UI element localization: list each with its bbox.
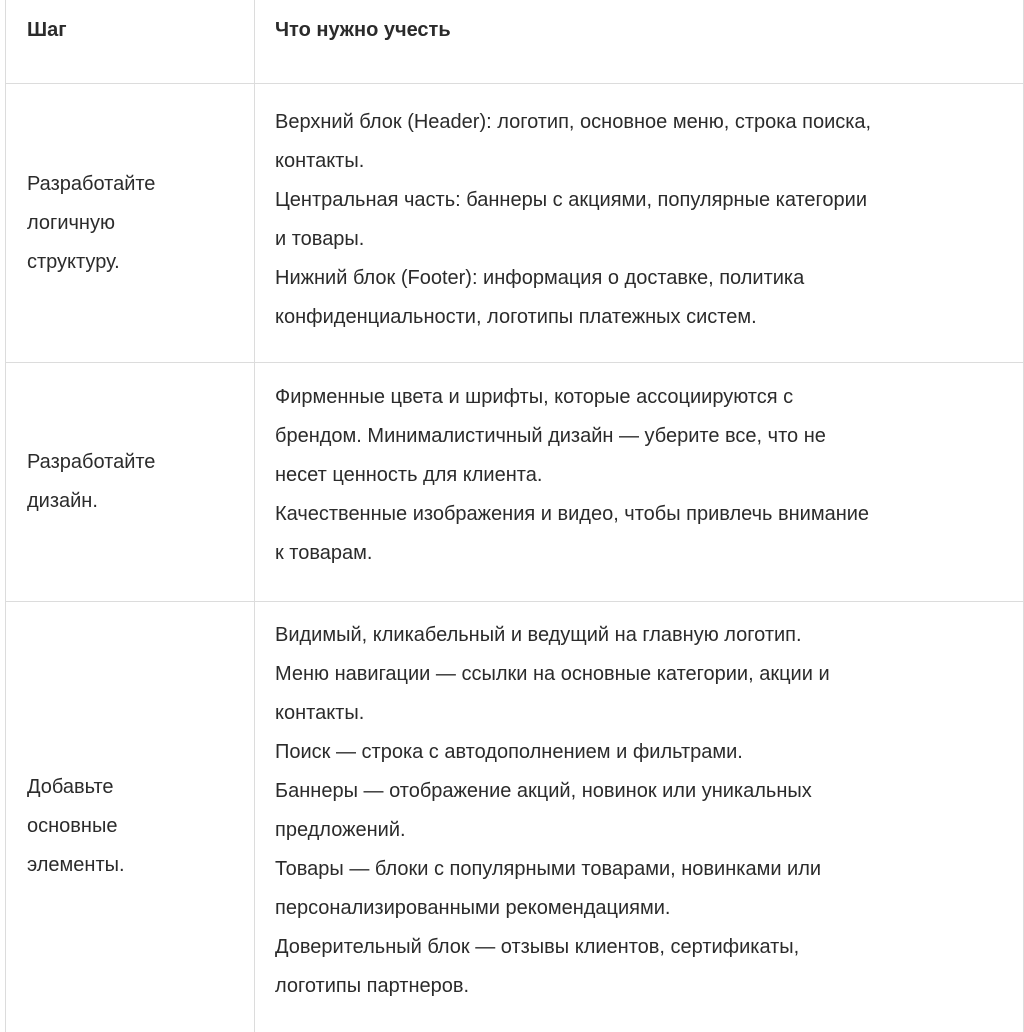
description-line: конфиденциальности, логотипы платежных систем. (275, 306, 757, 328)
table-row (6, 362, 1023, 601)
description-line: контакты. (275, 702, 365, 724)
step-line: Добавьте (27, 776, 114, 798)
description-line: предложений. (275, 819, 406, 841)
description-cell (255, 84, 1023, 362)
header-step: Шаг (6, 0, 255, 83)
step-cell (6, 602, 255, 1032)
description-line: Нижний блок (Footer): информация о доставке, политика (275, 267, 805, 289)
step-line: структуру. (27, 250, 120, 273)
step-cell (6, 363, 255, 601)
description-line: брендом. Минималистичный дизайн — уберите все, что не (275, 425, 826, 447)
description-line: Доверительный блок — отзывы клиентов, сертификаты, (275, 936, 800, 958)
description-line: Верхний блок (Header): логотип, основное меню, строка поиска, (275, 111, 872, 133)
step-cell (6, 84, 255, 362)
step-line: элементы. (27, 854, 125, 876)
description-line: Товары — блоки с популярными товарами, новинками или (275, 858, 822, 880)
description-line: несет ценность для клиента. (275, 464, 543, 486)
description-line: и товары. (275, 228, 365, 250)
description-line: контакты. (275, 150, 365, 172)
step-line: основные (27, 815, 118, 837)
description-line: персонализированными рекомендациями. (275, 897, 671, 919)
steps-table (5, 0, 1024, 1032)
description-line: Видимый, кликабельный и ведущий на главную логотип. (275, 624, 802, 646)
step-line: Разработайте (27, 172, 156, 195)
description-line: к товарам. (275, 542, 373, 564)
description-line: Центральная часть: баннеры с акциями, популярные категории (275, 189, 868, 211)
table-header-row (6, 0, 1023, 83)
description-line: Меню навигации — ссылки на основные категории, акции и (275, 663, 830, 685)
header-what-to-consider: Что нужно учесть (275, 19, 451, 41)
description-line: логотипы партнеров. (275, 975, 470, 997)
description-cell (255, 363, 1023, 601)
step-line: дизайн. (27, 490, 98, 512)
description-line: Качественные изображения и видео, чтобы привлечь внимание (275, 503, 870, 525)
step-line: Разработайте (27, 451, 156, 473)
table-row (6, 83, 1023, 362)
description-cell (255, 602, 1023, 1032)
description-line: Баннеры — отображение акций, новинок или уникальных (275, 780, 812, 802)
description-line: Фирменные цвета и шрифты, которые ассоциируются с (275, 386, 794, 408)
table-row (6, 601, 1023, 1032)
description-line: Поиск — строка с автодополнением и фильтрами. (275, 741, 743, 763)
step-line: логичную (27, 211, 115, 234)
